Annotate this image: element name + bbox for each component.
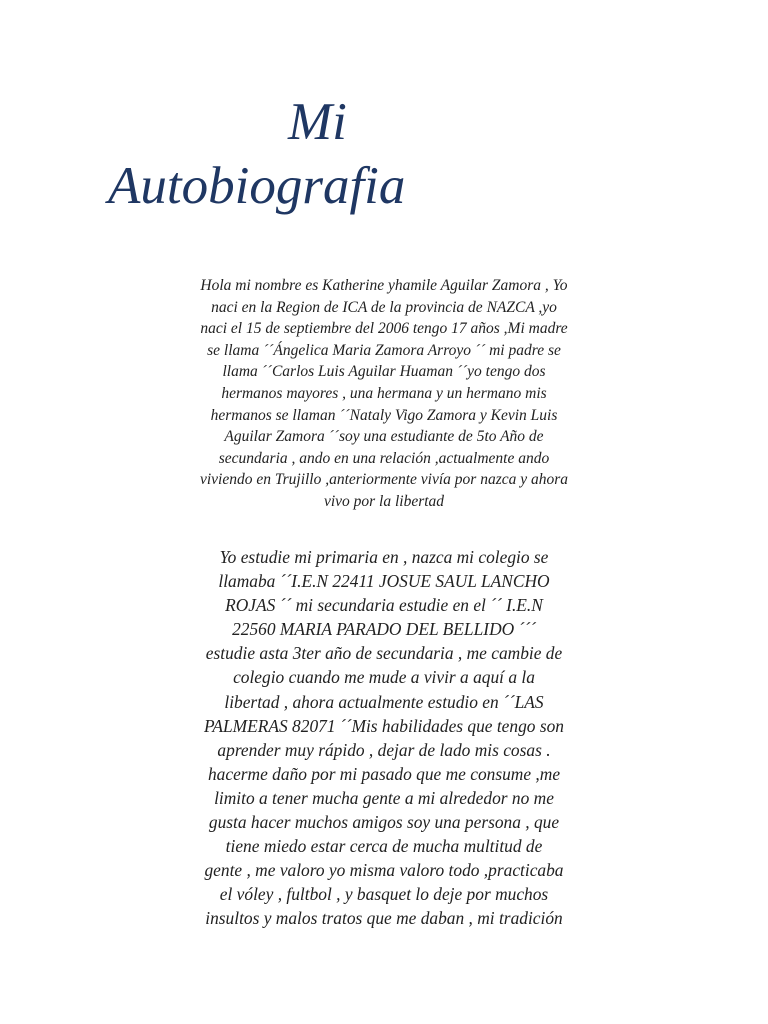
school-paragraph [160, 545, 608, 931]
paragraph-line: secundaria , ando en una relación ,actualmente ando [218, 449, 550, 467]
paragraph-line: Hola mi nombre es Katherine yhamile Aguilar Zamora , Yo [200, 277, 568, 294]
paragraph-line: aprender muy rápido , dejar de lado mis cosas . [217, 739, 551, 760]
paragraph-line: 22560 MARIA PARADO DEL BELLIDO ´´´ [232, 619, 536, 640]
paragraph-line: Aguilar Zamora ´´soy una estudiante de 5to Año de [224, 428, 544, 446]
paragraph-line: hermanos mayores , una hermana y un hermano mis [221, 384, 547, 402]
intro-paragraph [160, 275, 608, 513]
paragraph-line: Yo estudie mi primaria en , nazca mi colegio se [219, 547, 549, 567]
paragraph-line: colegio cuando me mude a vivir a aquí a la [233, 667, 535, 688]
title-line-1: Mi [288, 93, 347, 151]
paragraph-line: hacerme daño por mi pasado que me consume ,me [207, 763, 561, 784]
paragraph-line: llama ´´Carlos Luis Aguilar Huaman ´´yo tengo dos [222, 363, 546, 381]
title-line-2: Autobiografia [108, 157, 406, 215]
paragraph-line: tiene miedo estar cerca de mucha multitud de [225, 836, 543, 857]
paragraph-line: libertad , ahora actualmente estudio en ´´LAS [224, 691, 544, 712]
paragraph-line: ROJAS ´´ mi secundaria estudie en el ´´ I.E.N [225, 595, 543, 616]
paragraph-line: naci en la Region de ICA de la provincia de NAZCA ,yo [211, 298, 557, 316]
paragraph-line: el vóley , fultbol , y basquet lo deje por muchos [219, 884, 549, 905]
paragraph-line: llamaba ´´I.E.N 22411 JOSUE SAUL LANCHO [218, 571, 550, 592]
paragraph-line: hermanos se llaman ´´Nataly Vigo Zamora y Kevin Luis [210, 406, 558, 424]
paragraph-line: vivo por la libertad [323, 492, 445, 510]
paragraph-line: PALMERAS 82071 ´´Mis habilidades que tengo son [203, 715, 564, 736]
paragraph-line: viviendo en Trujillo ,anteriormente vivía por nazca y ahora [199, 471, 569, 489]
paragraph-line: gente , me valoro yo misma valoro todo ,practicaba [204, 860, 564, 881]
page-title [108, 90, 528, 218]
paragraph-line: estudie asta 3ter año de secundaria , me cambie de [205, 643, 563, 664]
paragraph-line: insultos y malos tratos que me daban , mi tradición [205, 908, 563, 929]
paragraph-line: naci el 15 de septiembre del 2006 tengo 17 años ,Mi madre [200, 320, 568, 338]
paragraph-line: gusta hacer muchos amigos soy una persona , que [208, 812, 560, 833]
paragraph-line: se llama ´´Ángelica Maria Zamora Arroyo ´´ mi padre se [207, 341, 561, 359]
paragraph-line: limito a tener mucha gente a mi alrededor no me [214, 787, 554, 808]
